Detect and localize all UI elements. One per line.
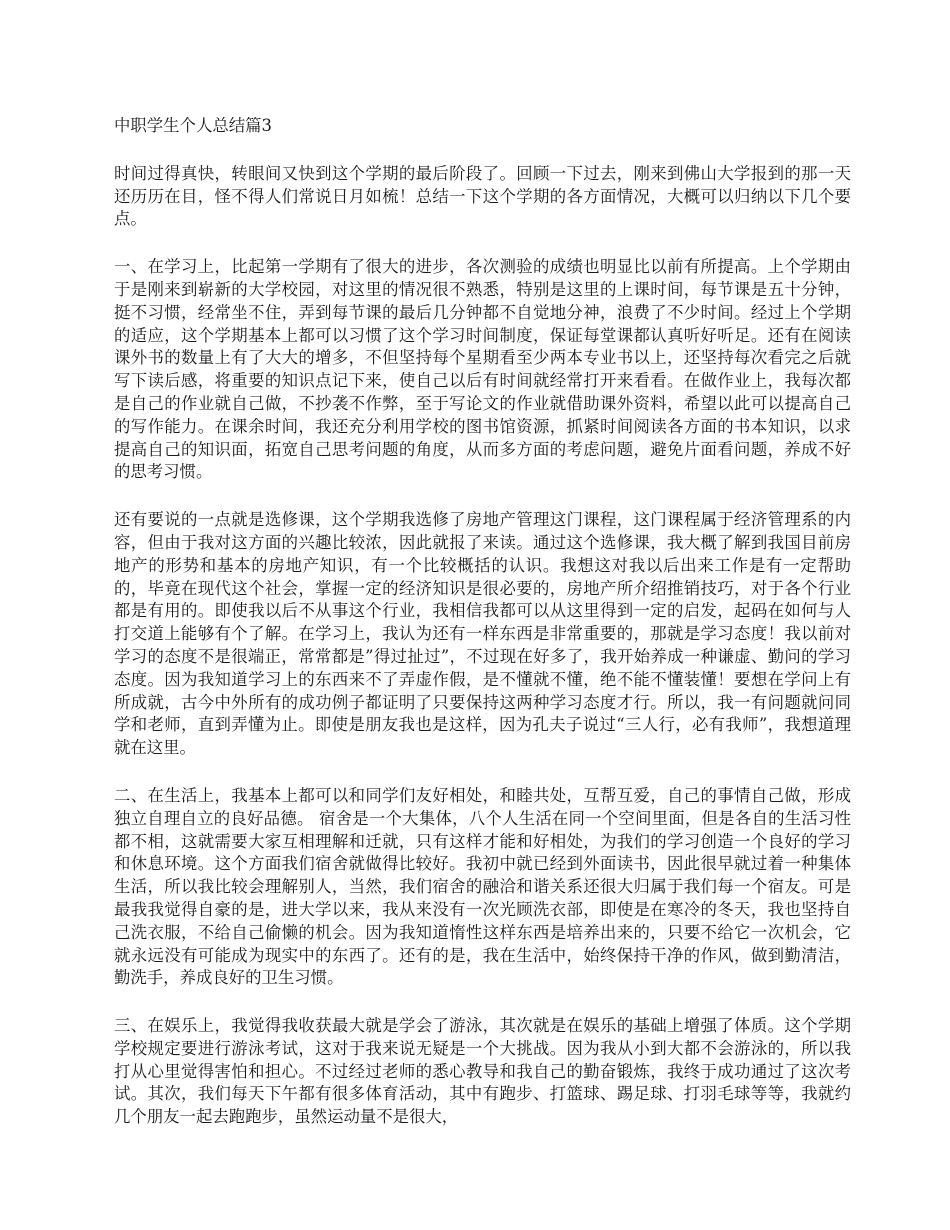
paragraph-entertainment: 三、在娱乐上，我觉得我收获最大就是学会了游泳，其次就是在娱乐的基础上增强了体质。这个学期学校规定要进行游泳考试，这对于我来说无疑是一个大挑战。因为我从小到大都不会游泳的，所以我打从心里觉得害怕和担心。不过经过老师的悉心教导和我自己的勤奋锻炼，我终于成功通过了这次考试。其次，我们每天下午都有很多体育活动，其中有跑步、打篮球、踢足球、打羽毛球等等，我就约几个朋友一起去跑跑步，虽然运动量不是很大， bbox=[114, 1016, 851, 1127]
paragraph-study: 一、在学习上，比起第一学期有了很大的进步，各次测验的成绩也明显比以前有所提高。上个学期由于是刚来到崭新的大学校园，对这里的情况很不熟悉，特别是这里的上课时间，每节课是五十分钟，挺不习惯，经常坐不住，弄到每节课的最后几分钟都不自觉地分神，浪费了不少时间。经过上个学期的适应，这个学期基本上都可以习惯了这个学习时间制度，保证每堂课都认真听好听足。还有在阅读课外书的数量上有了大大的增多，不但坚持每个星期看至少两本专业书以上，还坚持每次看完之后就写下读后感，将重要的知识点记下来，使自己以后有时间就经常打开来看看。在做作业上，我每次都是自己的作业就自己做，不抄袭不作弊，至于写论文的作业就借助课外资料，希望以此可以提高自己的写作能力。在课余时间，我还充分利用学校的图书馆资源，抓紧时间阅读各方面的书本知识，以求提高自己的知识面，拓宽自己思考问题的角度，从而多方面的考虑问题，避免片面看问题，养成不好的思考习惯。 bbox=[114, 257, 851, 482]
paragraph-elective: 还有要说的一点就是选修课，这个学期我选修了房地产管理这门课程，这门课程属于经济管理系的内容，但由于我对这方面的兴趣比较浓，因此就报了来读。通过这个选修课，我大概了解到我国目前房地产的形势和基本的房地产知识，有一个比较概括的认识。我想这对我以后出来工作是有一定帮助的，毕竟在现代这个社会，掌握一定的经济知识是很必要的，房地产所介绍推销技巧，对于各个行业都是有用的。即使我以后不从事这个行业，我相信我都可以从这里得到一定的启发，起码在如何与人打交道上能够有个了解。在学习上，我认为还有一样东西是非常重要的，那就是学习态度！我以前对学习的态度不是很端正，常常都是”得过扯过”，不过现在好多了，我开始养成一种谦虚、勤问的学习态度。因为我知道学习上的东西来不了弄虚作假，是不懂就不懂，绝不能不懂装懂！要想在学问上有所成就，古今中外所有的成功例子都证明了只要保持这两种学习态度才行。所以，我一有问题就问同学和老师，直到弄懂为止。即使是朋友我也是这样，因为孔夫子说过“三人行，必有我师”，我想道理就在这里。 bbox=[114, 510, 851, 758]
document-body bbox=[114, 115, 851, 1129]
paragraph-life: 二、在生活上，我基本上都可以和同学们友好相处，和睦共处，互帮互爱，自己的事情自己做，形成独立自理自立的良好品德。 宿舍是一个大集体，八个人生活在同一个空间里面，但是各自的生活习性都不相，这就需要大家互相理解和迁就，只有这样才能和好相处，为我们的学习创造一个良好的学习和休息环境。这个方面我们宿舍就做得比较好。我初中就已经到外面读书，因此很早就过着一种集体生活，所以我比较会理解别人，当然，我们宿舍的融洽和谐关系还很大归属于我们每一个宿友。可是最我我觉得自豪的是，进大学以来，我从来没有一次光顾洗衣部，即使是在寒冷的冬天，我也坚持自己洗衣服，不给自己偷懒的机会。因为我知道惰性这样东西是培养出来的，只要不给它一次机会，它就永远没有可能成为现实中的东西了。还有的是，我在生活中，始终保持干净的作风，做到勤清洁，勤洗手，养成良好的卫生习惯。 bbox=[114, 785, 851, 988]
paragraph-intro: 时间过得真快，转眼间又快到这个学期的最后阶段了。回顾一下过去，刚来到佛山大学报到的那一天还历历在目，怪不得人们常说日月如梳！总结一下这个学期的各方面情况，大概可以归纳以下几个要点。 bbox=[114, 163, 851, 229]
document-title: 中职学生个人总结篇3 bbox=[114, 116, 272, 135]
